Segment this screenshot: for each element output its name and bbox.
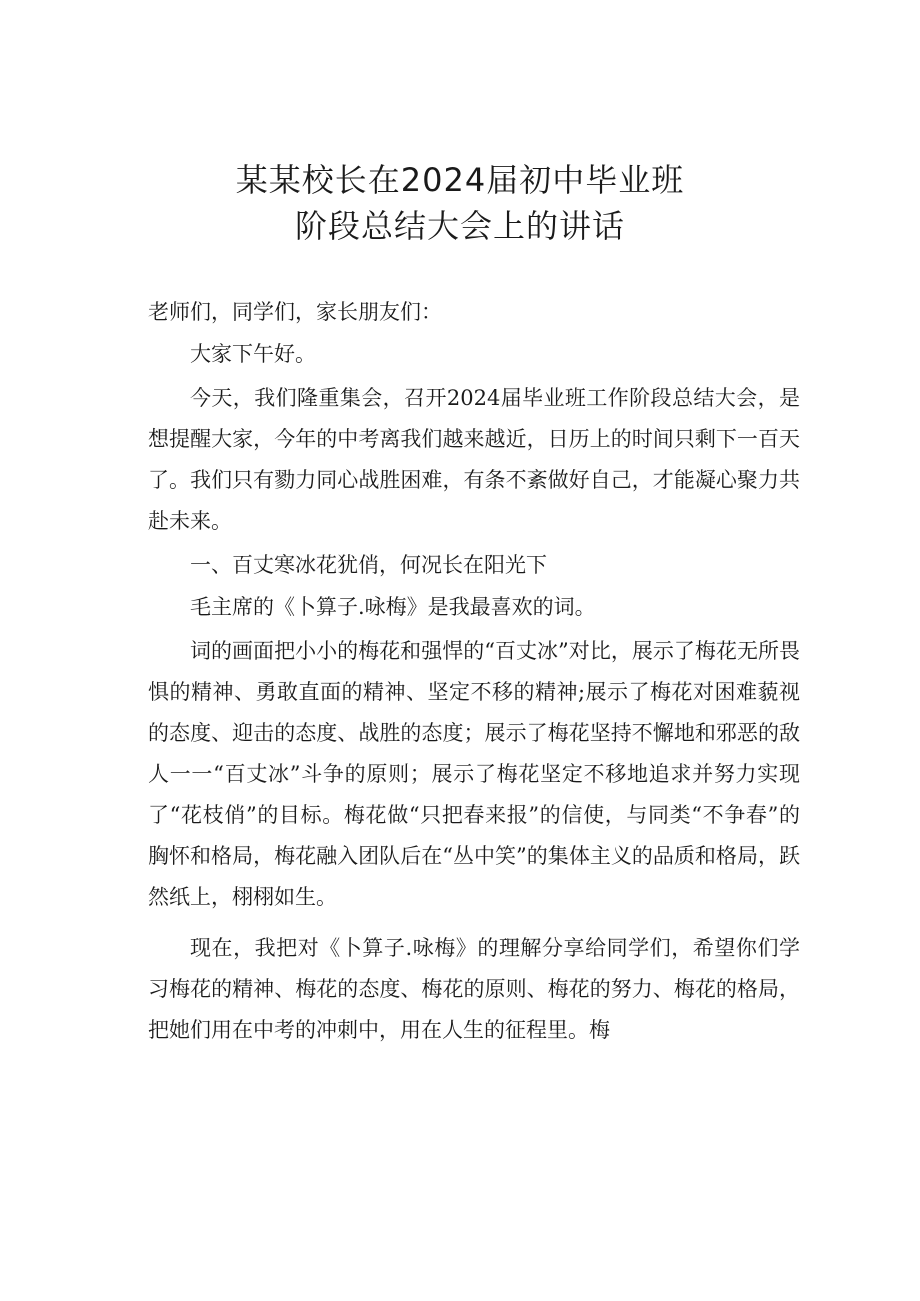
- salutation: 老师们，同学们，家长朋友们：: [148, 300, 442, 324]
- poem-paragraph: 毛主席的《卜算子.咏梅》是我最喜欢的词。: [190, 595, 596, 619]
- section-heading-1: 一、百丈寒冰花犹俏，何况长在阳光下: [190, 553, 547, 577]
- document-title-line-2: 阶段总结大会上的讲话: [294, 207, 625, 245]
- greeting: 大家下午好。: [190, 342, 316, 366]
- document-body: [148, 292, 800, 1051]
- document-title-line-1: 某某校长在2024届初中毕业班: [235, 161, 685, 199]
- share-paragraph: 现在，我把对《卜算子.咏梅》的理解分享给同学们，希望你们学习梅花的精神、梅花的态度、梅花的原则、梅花的努力、梅花的格局，把她们用在中考的冲刺中，用在人生的征程里。梅: [148, 936, 800, 1042]
- intro-paragraph: 今天，我们隆重集会，召开2024届毕业班工作阶段总结大会，是想提醒大家，今年的中考离我们越来越近，日历上的时间只剩下一百天了。我们只有勠力同心战胜困难，有条不紊做好自己，才能凝心聚力共赴未来。: [148, 386, 800, 533]
- analysis-paragraph: 词的画面把小小的梅花和强悍的“百丈冰”对比，展示了梅花无所畏惧的精神、勇敢直面的精神、坚定不移的精神;展示了梅花对困难藐视的态度、迎击的态度、战胜的态度；展示了梅花坚持不懈地和邪恶的敌人一一“百丈冰”斗争的原则；展示了梅花坚定不移地追求并努力实现了“花枝俏”的目标。梅花做“只把春来报”的信使，与同类“不争春”的胸怀和格局，梅花融入团队后在“丛中笑”的集体主义的品质和格局，跃然纸上，栩栩如生。: [148, 639, 800, 909]
